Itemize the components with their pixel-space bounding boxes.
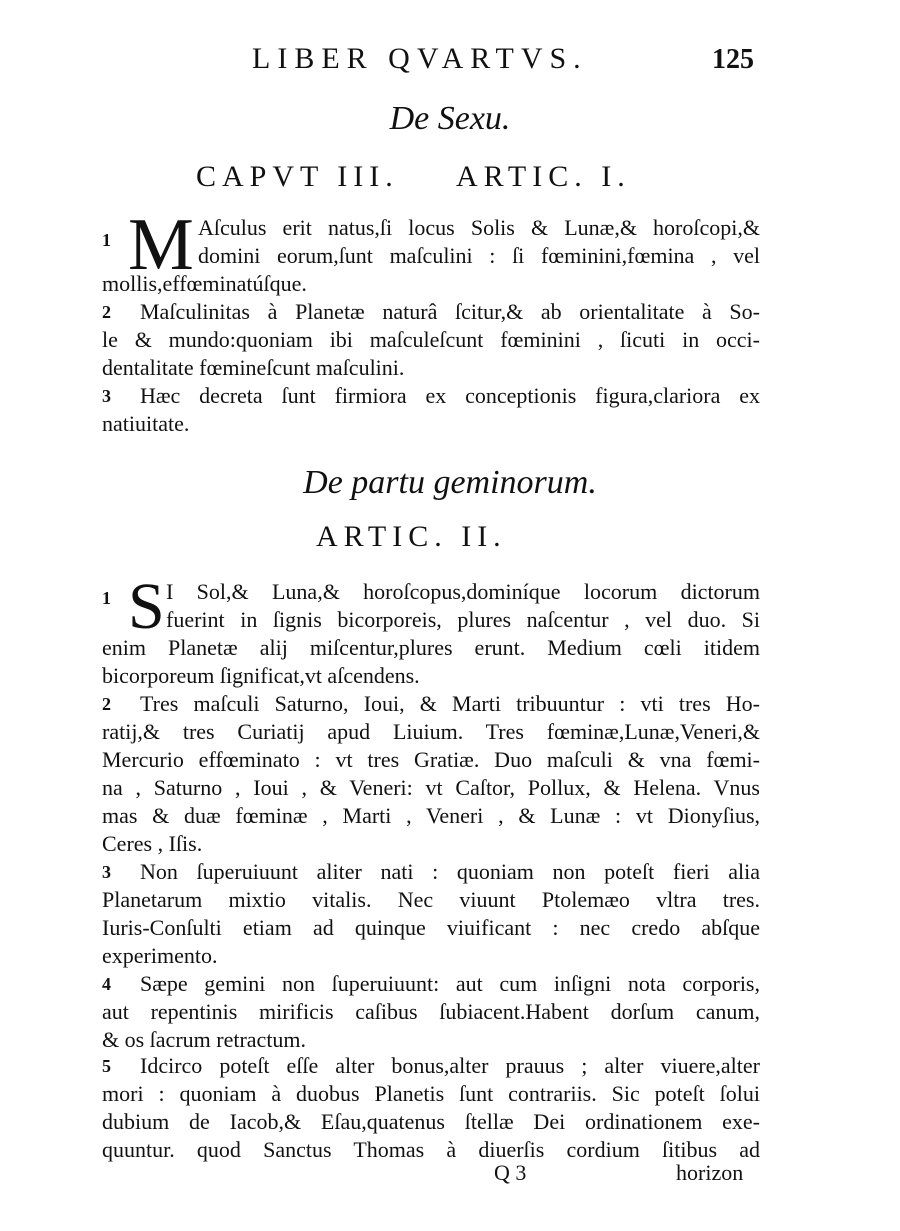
text-line: Planetarum mixtio vitalis. Nec viuunt Ptolemæo vltra tres.	[102, 887, 760, 912]
text-line: dentalitate fœmineſcunt maſculini.	[102, 355, 405, 380]
text-line: & os ſacrum retractum.	[102, 1027, 307, 1052]
page-footer	[0, 1160, 900, 1190]
paragraph-number: 4	[102, 974, 111, 994]
text-line: le & mundo:quoniam ibi maſculeſcunt fœminini , ſicuti in occi-	[102, 327, 760, 352]
text-line: dubium de Iacob,& Eſau,quatenus ſtellæ Dei ordinationem exe-	[102, 1109, 760, 1134]
text-line: Sæpe gemini non ſuperuiuunt: aut cum inſigni nota corporis,	[140, 971, 760, 996]
paragraph-s2-5	[102, 1052, 760, 1164]
text-line: ratij,& tres Curiatij apud Liuium. Tres fœminæ,Lunæ,Veneri,&	[102, 719, 760, 744]
section-heading-de-partu-geminorum: De partu geminorum.	[303, 464, 597, 501]
text-line: mori : quoniam à duobus Planetis ſunt contrariis. Sic poteſt ſolui	[102, 1081, 760, 1106]
running-head	[0, 42, 900, 82]
text-line: quuntur. quod Sanctus Thomas à diuerſis cordium ſitibus ad	[102, 1137, 760, 1162]
text-line: Maſculinitas à Planetæ naturâ ſcitur,& ab orientalitate à So-	[140, 299, 760, 324]
text-line: mas & duæ fœminæ , Marti , Veneri , & Lunæ : vt Dionyſius,	[102, 803, 760, 828]
text-line: domini eorum,ſunt maſculini : ſi fœminini,fœmina , vel	[198, 243, 760, 268]
paragraph-s2-3	[102, 858, 760, 970]
chapter-heading: CAPVT III.	[196, 160, 399, 193]
text-line: Hæc decreta ſunt firmiora ex conceptionis figura,clariora ex	[140, 383, 760, 408]
paragraph-number: 5	[102, 1056, 111, 1076]
paragraph-number: 1	[102, 230, 111, 250]
text-line: bicorporeum ſignificat,vt aſcendens.	[102, 663, 420, 688]
paragraph-number: 3	[102, 386, 111, 406]
paragraph-s1-3	[102, 382, 760, 438]
drop-cap: M	[128, 204, 194, 286]
text-line: Ceres , Iſis.	[102, 831, 203, 856]
text-line: natiuitate.	[102, 411, 190, 436]
paragraph-number: 1	[102, 588, 111, 608]
text-line: Idcirco poteſt eſſe alter bonus,alter prauus ; alter viuere,alter	[140, 1053, 760, 1078]
signature-mark: Q 3	[494, 1160, 527, 1185]
text-line: mollis,effœminatúſque.	[102, 271, 307, 296]
text-line: aut repentinis mirificis caſibus ſubiacent.Habent dorſum canum,	[102, 999, 760, 1024]
text-line: fuerint in ſignis bicorporeis, plures naſcentur , vel duo. Si	[166, 607, 760, 632]
text-line: Iuris-Conſulti etiam ad quinque viuificant : nec credo abſque	[102, 915, 760, 940]
text-line: enim Planetæ alij miſcentur,plures erunt. Medium cœli itidem	[102, 635, 760, 660]
paragraph-s1-2	[102, 298, 760, 382]
paragraph-number: 2	[102, 694, 111, 714]
text-line: experimento.	[102, 943, 218, 968]
section-heading-de-sexu: De Sexu.	[389, 100, 511, 137]
text-line: Mercurio effœminato : vt tres Gratiæ. Duo maſculi & vna fœmi-	[102, 747, 760, 772]
text-line: Non ſuperuiuunt aliter nati : quoniam non poteſt fieri alia	[140, 859, 760, 884]
paragraph-s2-1	[102, 570, 760, 690]
paragraph-number: 3	[102, 862, 111, 882]
paragraph-s1-1	[102, 204, 760, 298]
catchword: horizon	[676, 1160, 744, 1185]
running-title: LIBER QVARTVS.	[252, 42, 588, 75]
paragraph-s2-2	[102, 690, 760, 858]
article-heading-1: ARTIC. I.	[456, 160, 631, 193]
article-heading-2: ARTIC. II.	[316, 520, 507, 553]
paragraph-s2-4	[102, 970, 760, 1054]
text-line: I Sol,& Luna,& horoſcopus,dominíque locorum dictorum	[166, 579, 760, 604]
text-line: na , Saturno , Ioui , & Veneri: vt Caſtor, Pollux, & Helena. Vnus	[102, 775, 760, 800]
text-line: Tres maſculi Saturno, Ioui, & Marti tribuuntur : vti tres Ho-	[140, 691, 760, 716]
page-number: 125	[712, 44, 754, 75]
paragraph-number: 2	[102, 302, 111, 322]
text-line: Aſculus erit natus,ſi locus Solis & Lunæ,& horoſcopi,&	[198, 215, 760, 240]
drop-cap: S	[128, 570, 165, 643]
